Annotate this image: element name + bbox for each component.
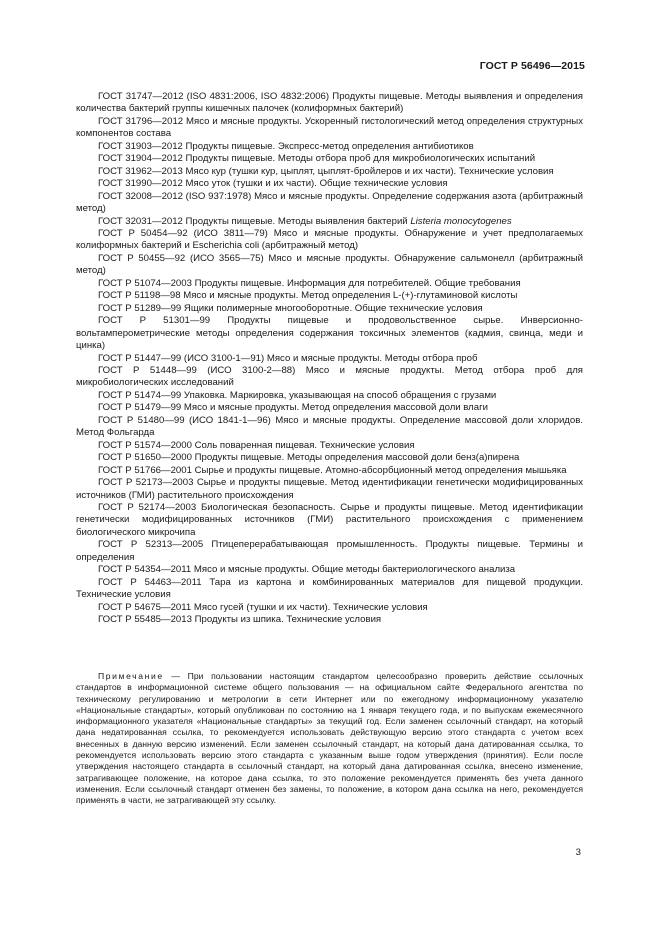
reference-item: ГОСТ 32031—2012 Продукты пищевые. Методы выявления бактерий Listeria monocytogenes [98, 215, 512, 227]
reference-item: ГОСТ Р 54463—2011 Тара из картона и комбинированных материалов для пищевой продукции. Технические условия [76, 576, 583, 601]
note-paragraph [76, 671, 583, 807]
reference-item: ГОСТ Р 50455—92 (ИСО 3565—75) Мясо и мясные продукты. Обнаружение сальмонелл (арбитражный метод) [76, 252, 583, 277]
reference-item: ГОСТ 31903—2012 Продукты пищевые. Экспресс-метод определения антибиотиков [98, 140, 474, 152]
reference-item: ГОСТ 31747—2012 (ISO 4831:2006, ISO 4832:2006) Продукты пищевые. Методы выявления и определения количества бактерий группы кишечных палочек (колиформных бактерий) [76, 91, 583, 115]
normative-references-list [76, 91, 583, 626]
note-text: — При пользовании настоящим стандартом целесообразно проверить действие ссылочных стандартов в информационной системе общего пользования — на официальном сайте Федерального агентства по техническому регулированию и метрологии в сети Интернет или по ежегодному информационному указателю «Национальные стандарты», который опубликован по состоянию на 1 января текущего года, и по выпускам ежемесячного информационного указателя «Национальные стандарты» за текущий год. Если заменен ссылочный стандарт, на который дана недатированная ссылка, то рекомендуется использовать действующую версию этого стандарта с учетом всех внесенных в данную версию изменений. Если заменен ссылочный стандарт, на который дана датированная ссылка, то рекомендуется использовать версию этого стандарта с указанным выше годом утверждения (принятия). Если после утверждения настоящего стандарта в ссылочный стандарт, на который дана датированная ссылка, внесено изменение, затрагивающее положение, на которое дана ссылка, то это положение рекомендуется применять без учета данного изменения. Если ссылочный стандарт отменен без замены, то положение, в котором дана ссылка на него, рекомендуется применять в части, не затрагивающей эту ссылку. [76, 671, 583, 806]
page-number: 3 [575, 847, 581, 858]
reference-item: ГОСТ Р 51301—99 Продукты пищевые и продовольственное сырье. Инверсионно- вольтамперометрические методы определения содержания токсичных элементов (кадмия, свинца, меди и цинка) [76, 315, 583, 352]
reference-item: ГОСТ Р 51289—99 Ящики полимерные многооборотные. Общие технические условия [98, 302, 483, 314]
reference-item: ГОСТ Р 51480—99 (ИСО 1841-1—96) Мясо и мясные продукты. Определение массовой доли хлоридов. Метод Фольгарда [76, 414, 583, 439]
reference-item: ГОСТ Р 51766—2001 Сырье и продукты пищевые. Атомно-абсорбционный метод определения мышьяка [98, 464, 567, 476]
reference-item: ГОСТ Р 54675—2011 Мясо гусей (тушки и их части). Технические условия [98, 601, 428, 613]
reference-item: ГОСТ Р 51574—2000 Соль поваренная пищевая. Технические условия [98, 439, 415, 451]
species-name: Listeria monocytogenes [410, 215, 512, 227]
note-block [76, 671, 583, 807]
reference-item: ГОСТ Р 52174—2003 Биологическая безопасность. Сырье и продукты пищевые. Метод идентификации генетически модифицированных источников (ГМИ) растительного происхождения с применением биологического микрочипа [76, 501, 583, 538]
reference-item: ГОСТ Р 51650—2000 Продукты пищевые. Методы определения массовой доли бенз(а)пирена [98, 452, 520, 464]
document-code-header: ГОСТ Р 56496—2015 [479, 60, 585, 72]
reference-item: ГОСТ 31796—2012 Мясо и мясные продукты. Ускоренный гистологический метод определения структурных компонентов состава [76, 115, 583, 140]
reference-item: ГОСТ 31990—2012 Мясо уток (тушки и их части). Общие технические условия [98, 178, 448, 190]
reference-item: ГОСТ Р 51474—99 Упаковка. Маркировка, указывающая на способ обращения с грузами [98, 389, 497, 401]
note-label: Примечание [98, 671, 164, 681]
reference-item: ГОСТ Р 51198—98 Мясо и мясные продукты. Метод определения L-(+)-глутаминовой кислоты [98, 290, 518, 302]
reference-item: ГОСТ Р 50454—92 (ИСО 3811—79) Мясо и мясные продукты. Обнаружение и учет предполагаемых колиформных бактерий и Escherichia coli (арбитражный метод) [76, 227, 583, 252]
reference-item: ГОСТ Р 51479—99 Мясо и мясные продукты. Метод определения массовой доли влаги [98, 402, 488, 414]
reference-item: ГОСТ Р 54354—2011 Мясо и мясные продукты. Общие методы бактериологического анализа [98, 564, 516, 576]
reference-item: ГОСТ Р 51447—99 (ИСО 3100-1—91) Мясо и мясные продукты. Методы отбора проб [98, 352, 478, 364]
reference-item: ГОСТ Р 55485—2013 Продукты из шпика. Технические условия [98, 614, 382, 626]
reference-item: ГОСТ 32008—2012 (ISO 937:1978) Мясо и мясные продукты. Определение содержания азота (арбитражный метод) [76, 190, 583, 215]
reference-item: ГОСТ 31962—2013 Мясо кур (тушки кур, цыплят, цыплят-бройлеров и их части). Технические условия [98, 165, 554, 177]
reference-item: ГОСТ 31904—2012 Продукты пищевые. Методы отбора проб для микробиологических испытаний [98, 153, 536, 165]
reference-item: ГОСТ Р 51448—99 (ИСО 3100-2—88) Мясо и мясные продукты. Метод отбора проб для микробиологических исследований [76, 364, 583, 389]
reference-item: ГОСТ Р 51074—2003 Продукты пищевые. Информация для потребителей. Общие требования [98, 277, 521, 289]
reference-item: ГОСТ Р 52173—2003 Сырье и продукты пищевые. Метод идентификации генетически модифицированных источников (ГМИ) растительного происхождения [76, 477, 583, 501]
reference-item: ГОСТ Р 52313—2005 Птицеперерабатывающая промышленность. Продукты пищевые. Термины и определения [76, 539, 583, 563]
